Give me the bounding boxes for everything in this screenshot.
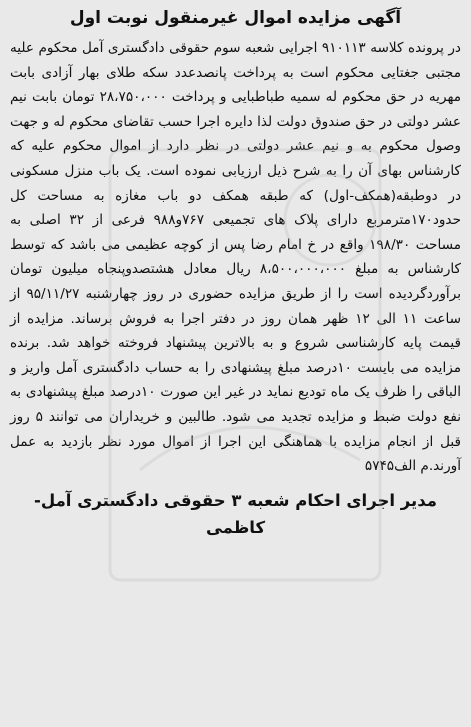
notice-body: در پرونده کلاسه ۹۱۰۱۱۳ اجرایی شعبه سوم حقوقی دادگستری آمل محکوم علیه مجتبی جغتایی محکوم است به پرداخت پانصدعدد سکه طلای بهار آزادی بابت مهریه در حق محکوم له سمیه طباطبایی و پرداخت ۲۸،۷۵۰،۰۰۰ تومان بابت نیم عشر دولتی در حق صندوق دولت لذا دایره اجرا حسب تقاضای محکوم له و جهت وصول محکوم به و نیم عشر دولتی در نظر دارد از اموال محکوم علیه که کارشناس بهای آن را به شرح ذیل ارزیابی نموده است. یک باب منزل مسکونی در دوطبقه(همکف-اول) که طبقه همکف دو باب مغازه به مساحت کل حدود۱۷۰مترمربع دارای پلاک های تجمیعی ۷۶۷و۹۸۸ فرعی از ۳۲ اصلی به مساحت ۱۹۸/۳۰ واقع در خ امام رضا پس از کوچه عظیمی می باشد که توسط کارشناس به مبلغ ۸،۵۰۰،۰۰۰،۰۰۰ ریال معادل هشتصدوپنجاه میلیون تومان برآوردگردیده است را از طریق مزایده حضوری در روز چهارشنبه ۹۵/۱۱/۲۷ از ساعت ۱۱ الی ۱۲ ظهر همان روز در دفتر اجرا به فروش برساند. مزایده از قیمت پایه کارشناسی شروع و به بالاترین پیشنهاد فروخته خواهد شد. برنده مزایده می بایست ۱۰درصد مبلغ پیشنهادی را به حساب دادگستری آمل واریز و الباقی را ظرف یک ماه تودیع نماید در غیر این صورت ۱۰درصد مبلغ پیشنهادی به نفع دولت ضبط و مزایده تجدید می شود. طالبین و خریداران می توانند ۵ روز قبل از انجام مزایده با هماهنگی این اجرا از اموال مورد نظر بازدید به عمل آورند.م الف۵۷۴۵: [10, 40, 462, 475]
notice-title: آگهی مزایده اموال غیرمنقول نوبت اول: [69, 8, 402, 28]
signature-title: مدیر اجرای احکام شعبه ۳ حقوقی دادگستری آمل-کاظمی: [34, 490, 437, 537]
